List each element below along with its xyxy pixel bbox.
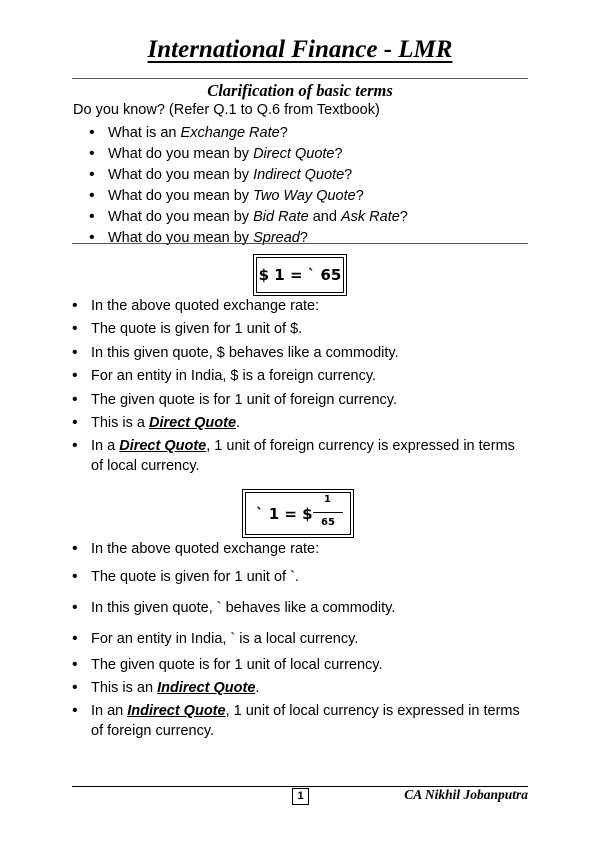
list-item: • What do you mean by Two Way Quote? (108, 186, 408, 207)
term: Spread (253, 230, 300, 246)
direct-quote-points (91, 296, 531, 480)
term: Ask Rate (340, 209, 400, 225)
key-term: Direct Quote (119, 438, 207, 455)
list-item: • In the above quoted exchange rate: (91, 539, 531, 559)
term: Direct Quote (253, 146, 335, 162)
term: Bid Rate (253, 209, 309, 225)
list-item: • What do you mean by Direct Quote? (108, 144, 408, 165)
fraction-denominator: 65 (321, 517, 335, 528)
direct-quote-formula: $ 1 = ` 65 (256, 257, 344, 293)
list-item: • What is an Exchange Rate? (108, 123, 408, 144)
term: Indirect Quote (253, 167, 345, 183)
key-term: Indirect Quote (127, 703, 226, 719)
list-item: • What do you mean by Spread? (108, 228, 408, 249)
list-item: • This is an Indirect Quote. (91, 678, 531, 698)
fraction-numerator: 1 (324, 494, 331, 505)
list-item: • In a Direct Quote, 1 unit of foreign currency is expressed in terms of local currency. (91, 436, 531, 476)
list-item: • The quote is given for 1 unit of `. (91, 567, 531, 587)
indirect-quote-formula (245, 492, 351, 535)
term: Two Way Quote (253, 188, 356, 204)
list-item: • The given quote is for 1 unit of local currency. (91, 655, 531, 675)
key-term: Indirect Quote (157, 680, 256, 696)
fraction-bar (313, 512, 343, 513)
indirect-quote-points (91, 539, 531, 741)
list-item: • For an entity in India, ` is a local currency. (91, 629, 531, 649)
list-item: • The quote is given for 1 unit of $. (91, 319, 531, 339)
section-subtitle: Clarification of basic terms (207, 81, 393, 100)
list-item: • For an entity in India, $ is a foreign currency. (91, 366, 531, 386)
list-item: • In the above quoted exchange rate: (91, 296, 531, 316)
author-name: CA Nikhil Jobanputra (404, 787, 528, 802)
divider (72, 243, 528, 244)
divider (72, 78, 528, 79)
list-item: • The given quote is for 1 unit of foreign currency. (91, 390, 531, 410)
list-item: • In an Indirect Quote, 1 unit of local currency is expressed in terms of foreign currency. (91, 701, 531, 741)
page-title: International Finance - LMR (147, 36, 453, 63)
questions-list (108, 123, 408, 249)
list-item: • What do you mean by Bid Rate and Ask Rate? (108, 207, 408, 228)
list-item: • In this given quote, $ behaves like a commodity. (91, 343, 531, 363)
formula-lhs: ` 1 = $ (256, 505, 313, 523)
list-item: • In this given quote, ` behaves like a commodity. (91, 598, 531, 618)
list-item: • This is a Direct Quote. (91, 413, 531, 433)
list-item: • What do you mean by Indirect Quote? (108, 165, 408, 186)
intro-text: Do you know? (Refer Q.1 to Q.6 from Textbook) (73, 102, 380, 118)
key-term: Direct Quote (149, 414, 237, 431)
term: Exchange Rate (180, 125, 280, 141)
page-number: 1 (292, 788, 309, 805)
